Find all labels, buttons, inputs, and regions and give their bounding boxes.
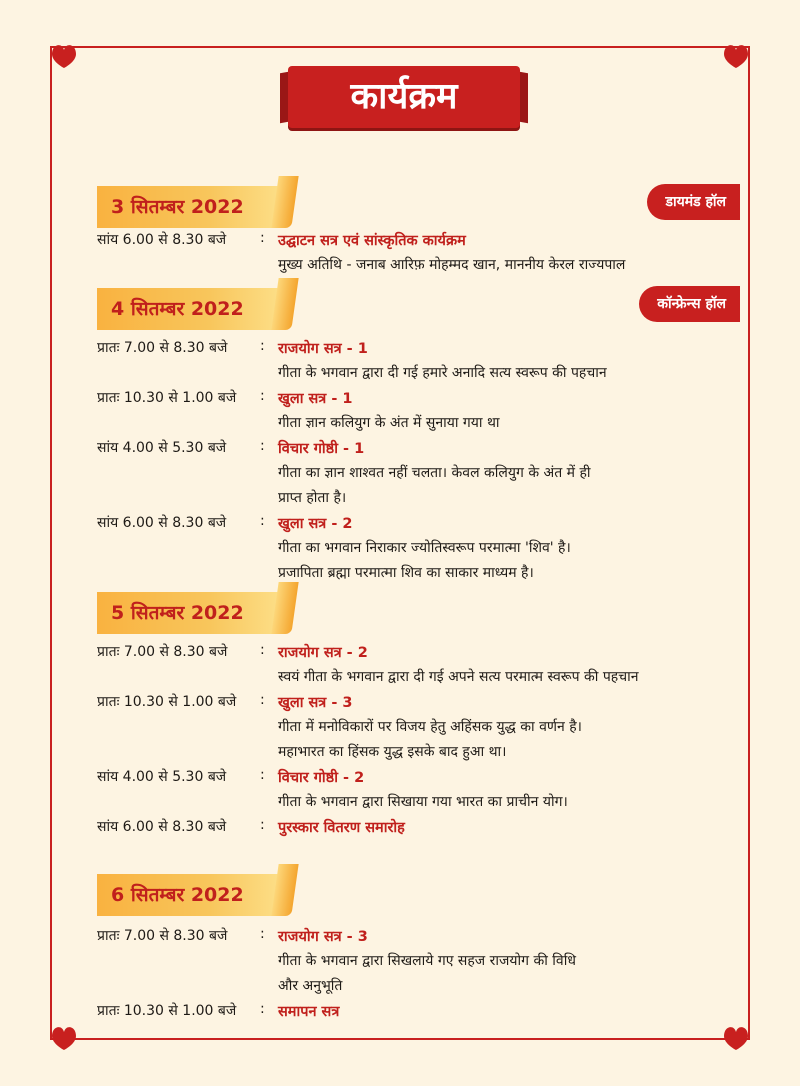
session-description: गीता में मनोविकारों पर विजय हेतु अहिंसक युद्ध का वर्णन है। (278, 719, 582, 735)
session-title: खुला सत्र - 3 (278, 695, 353, 711)
session-description: महाभारत का हिंसक युद्ध इसके बाद हुआ था। (278, 744, 507, 760)
ornament-icon (716, 1016, 756, 1056)
session-description: मुख्य अतिथि - जनाब आरिफ़ मोहम्मद खान, माननीय केरल राज्यपाल (278, 257, 626, 273)
session-time: प्रातः 7.00 से 8.30 बजे (97, 928, 228, 944)
session-description: गीता का भगवान निराकार ज्योतिस्वरूप परमात्मा 'शिव' है। (278, 540, 571, 556)
session-time: सांय 4.00 से 5.30 बजे (97, 769, 227, 785)
session-description: और अनुभूति (278, 978, 343, 994)
separator-colon: : (260, 1001, 265, 1017)
session-description: गीता का ज्ञान शाश्वत नहीं चलता। केवल कलियुग के अंत में ही (278, 465, 591, 481)
date-tab: 3 सितम्बर 2022 (97, 186, 285, 228)
session-time: प्रातः 7.00 से 8.30 बजे (97, 340, 228, 356)
page-title: कार्यक्रम (288, 66, 520, 128)
session-description: गीता के भगवान द्वारा सिखाया गया भारत का प्राचीन योग। (278, 794, 568, 810)
session-title: उद्घाटन सत्र एवं सांस्कृतिक कार्यक्रम (278, 233, 466, 249)
separator-colon: : (260, 388, 265, 404)
separator-colon: : (260, 926, 265, 942)
ornament-icon (716, 34, 756, 74)
date-tab: 4 सितम्बर 2022 (97, 288, 285, 330)
session-title: राजयोग सत्र - 2 (278, 645, 368, 661)
session-title: विचार गोष्ठी - 2 (278, 770, 365, 786)
session-time: सांय 6.00 से 8.30 बजे (97, 232, 227, 248)
ornament-icon (44, 34, 84, 74)
session-description: स्वयं गीता के भगवान द्वारा दी गई अपने सत्य परमात्म स्वरूप की पहचान (278, 669, 639, 685)
session-title: खुला सत्र - 1 (278, 391, 353, 407)
separator-colon: : (260, 642, 265, 658)
session-time: प्रातः 7.00 से 8.30 बजे (97, 644, 228, 660)
separator-colon: : (260, 767, 265, 783)
ornament-icon (44, 1016, 84, 1056)
date-tab: 6 सितम्बर 2022 (97, 874, 285, 916)
separator-colon: : (260, 513, 265, 529)
session-time: प्रातः 10.30 से 1.00 बजे (97, 390, 237, 406)
session-title: विचार गोष्ठी - 1 (278, 441, 365, 457)
hall-label-conference: कॉन्फ्रेन्स हॉल (639, 286, 740, 322)
session-description: गीता के भगवान द्वारा दी गई हमारे अनादि सत्य स्वरूप की पहचान (278, 365, 607, 381)
session-time: प्रातः 10.30 से 1.00 बजे (97, 694, 237, 710)
session-title: समापन सत्र (278, 1004, 340, 1020)
separator-colon: : (260, 817, 265, 833)
session-title: खुला सत्र - 2 (278, 516, 353, 532)
session-description: प्राप्त होता है। (278, 490, 347, 506)
session-title: राजयोग सत्र - 1 (278, 341, 368, 357)
session-description: गीता के भगवान द्वारा सिखलाये गए सहज राजयोग की विधि (278, 953, 576, 969)
session-time: सांय 6.00 से 8.30 बजे (97, 515, 227, 531)
session-time: सांय 6.00 से 8.30 बजे (97, 819, 227, 835)
date-tab: 5 सितम्बर 2022 (97, 592, 285, 634)
session-description: गीता ज्ञान कलियुग के अंत में सुनाया गया था (278, 415, 500, 431)
session-title: पुरस्कार वितरण समारोह (278, 820, 405, 836)
separator-colon: : (260, 692, 265, 708)
hall-label-diamond: डायमंड हॉल (647, 184, 740, 220)
separator-colon: : (260, 230, 265, 246)
session-description: प्रजापिता ब्रह्मा परमात्मा शिव का साकार माध्यम है। (278, 565, 534, 581)
session-title: राजयोग सत्र - 3 (278, 929, 368, 945)
session-time: प्रातः 10.30 से 1.00 बजे (97, 1003, 237, 1019)
separator-colon: : (260, 338, 265, 354)
separator-colon: : (260, 438, 265, 454)
session-time: सांय 4.00 से 5.30 बजे (97, 440, 227, 456)
